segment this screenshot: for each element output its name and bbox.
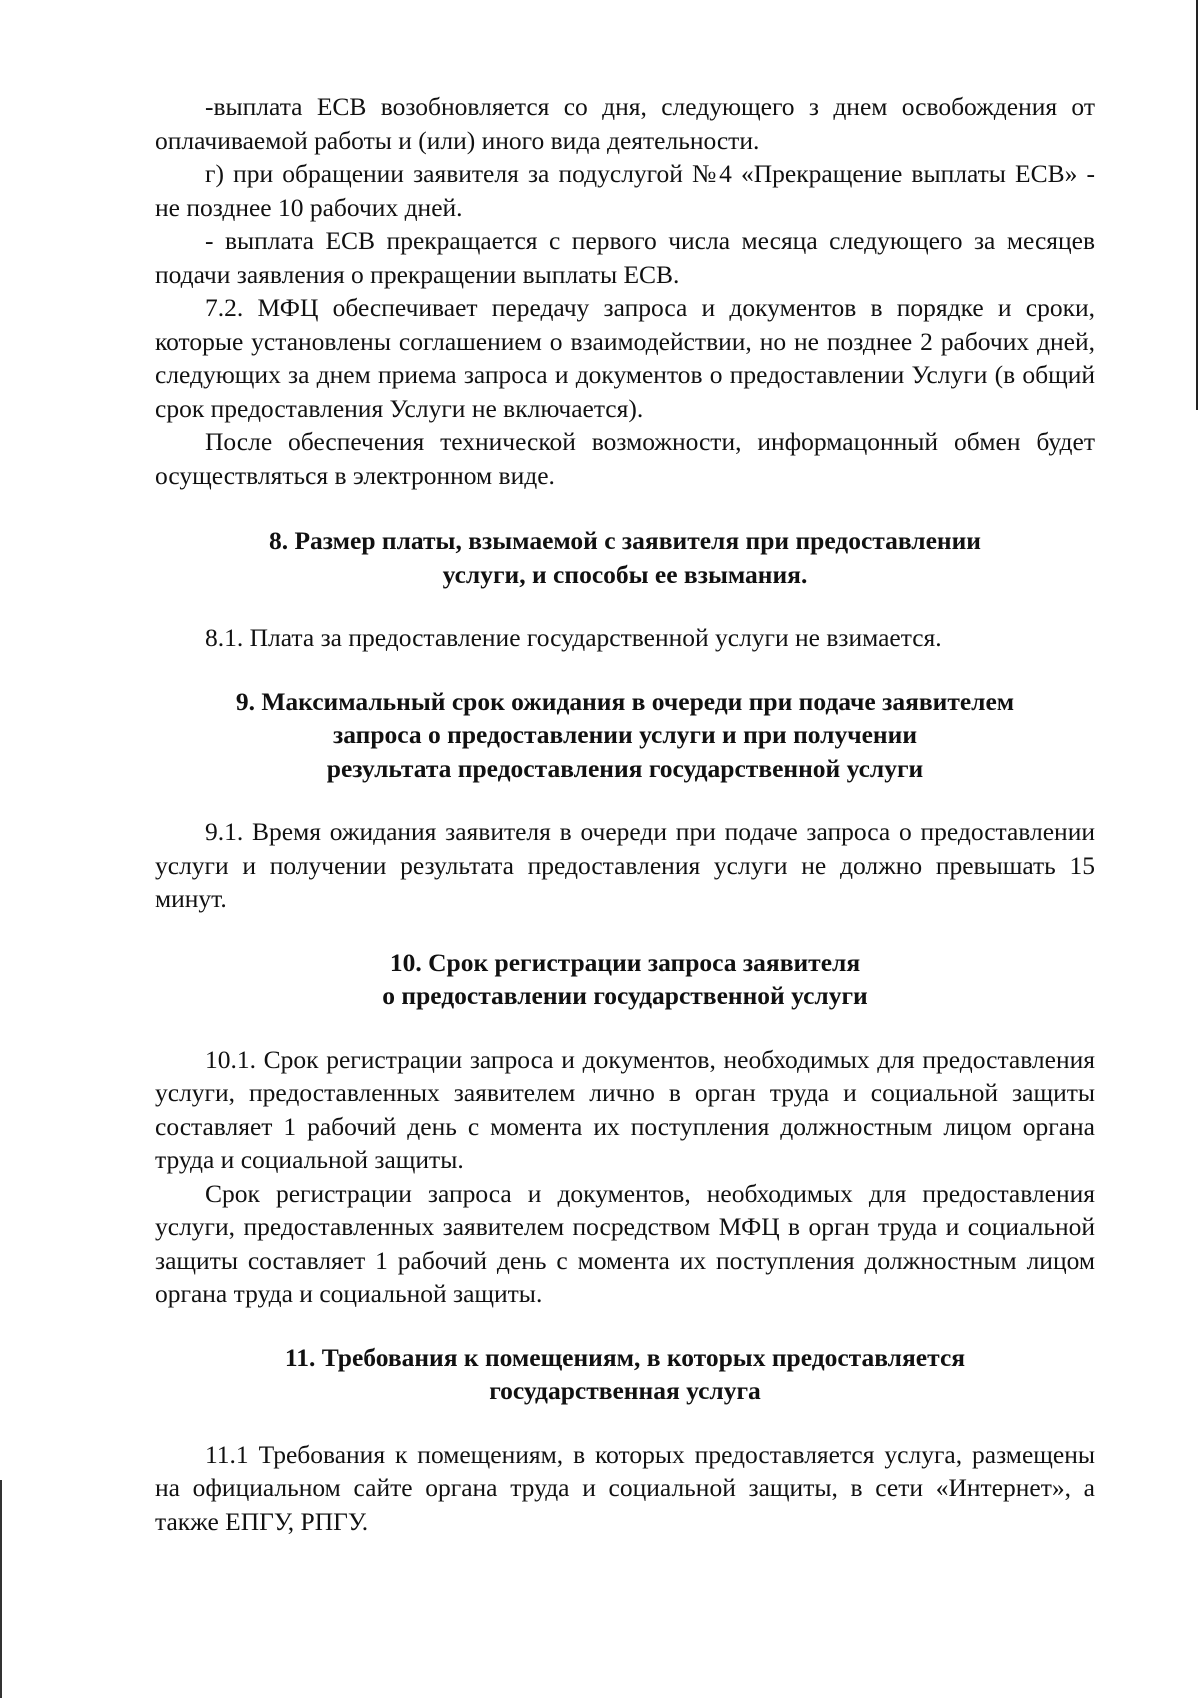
paragraph-electronic-exchange: После обеспечения технической возможности, информацонный обмен будет осуществляться в электронном виде. (155, 427, 1095, 490)
paragraph-9-1: 9.1. Время ожидания заявителя в очереди при подаче запроса о предоставлении услуги и получении результата предоставления услуги не должно превышать 15 минут. (155, 817, 1095, 913)
section-8-heading-line-2: услуги, и способы ее взымания. (442, 559, 808, 589)
section-9 (155, 685, 1095, 916)
section-11-heading-line-2: государственная услуга (489, 1376, 761, 1405)
section-10 (155, 946, 1095, 1311)
section-11-heading-line-1: 11. Требования к помещениям, в которых предоставляется (284, 1342, 966, 1372)
paragraph-10-1: 10.1. Срок регистрации запроса и документов, необходимых для предоставления услуги, предоставленных заявителем лично в орган труда и социальной защиты составляет 1 рабочий день с момента их поступления должностным лицом органа труда и социальной защиты. (155, 1044, 1095, 1174)
section-9-heading-line-2: запроса о предоставлении услуги и при получении (332, 720, 918, 749)
paragraph-8-1: 8.1. Плата за предоставление государственной услуги не взимается. (205, 623, 942, 652)
paragraph-esv-stop: - выплата ЕСВ прекращается с первого числа месяца следующего за месяцев подачи заявления о прекращении выплаты ЕСВ. (155, 226, 1095, 289)
paragraph-10-2: Срок регистрации запроса и документов, необходимых для предоставления услуги, предоставленных заявителем посредством МФЦ в орган труда и социальной защиты составляет 1 рабочий день с момента их поступления должностным лицом органа труда и социальной защиты. (155, 1178, 1095, 1308)
document-body (155, 90, 1095, 1538)
paragraph-subservice-4: г) при обращении заявителя за подуслугой №4 «Прекращение выплаты ЕСВ» - не позднее 10 рабочих дней. (155, 159, 1095, 222)
section-8-heading-line-1: 8. Размер платы, взымаемой с заявителя при предоставлении (268, 526, 982, 555)
paragraph-7-2: 7.2. МФЦ обеспечивает передачу запроса и документов в порядке и сроки, которые установлены соглашением о взаимодействии, но не позднее 2 рабочих дней, следующих за днем приема запроса и документов о предоставлении Услуги (в общий срок предоставления Услуги не включается). (155, 293, 1095, 423)
section-8 (155, 524, 1095, 655)
paragraph-esv-resume: -выплата ЕСВ возобновляется со дня, следующего з днем освобождения от оплачиваемой работы и (или) иного вида деятельности. (155, 92, 1095, 155)
scan-edge-left (0, 1480, 2, 1698)
scan-edge-right (1196, 0, 1198, 410)
section-10-heading-line-1: 10. Срок регистрации запроса заявителя (389, 947, 861, 977)
section-9-heading-line-3: результата предоставления государственной услуги (326, 753, 924, 783)
section-10-heading-line-2: о предоставлении государственной услуги (382, 981, 868, 1010)
section-11 (155, 1341, 1095, 1539)
section-9-heading-line-1: 9. Максимальный срок ожидания в очереди при подаче заявителем (235, 686, 1015, 716)
paragraph-11-1: 11.1 Требования к помещениям, в которых предоставляется услуга, размещены на официальном сайте органа труда и социальной защиты, в сети «Интернет», а также ЕПГУ, РПГУ. (155, 1439, 1095, 1536)
